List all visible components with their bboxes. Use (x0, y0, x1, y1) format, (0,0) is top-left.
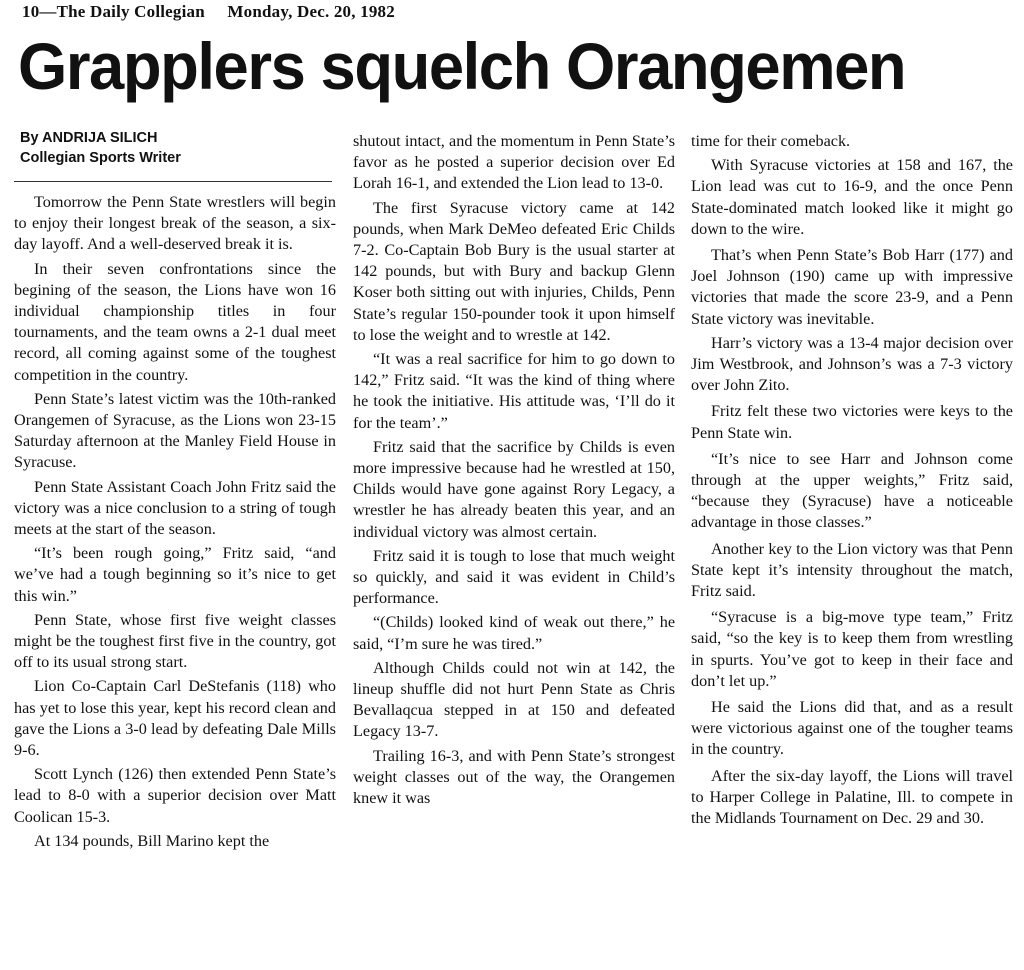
paragraph: That’s when Penn State’s Bob Harr (177) and Joel Johnson (190) came up with impressive victories that made the score 23-9, and a Penn State victory was inevitable. (691, 246, 1013, 328)
article-column-2 (353, 131, 675, 812)
paragraph: “It was a real sacrifice for him to go down to 142,” Fritz said. “It was the kind of thing where he took the initiative. His attitude was, ‘I’ll do it for the team’.” (353, 350, 675, 432)
paragraph: Another key to the Lion victory was that Penn State kept it’s intensity throughout the match, Fritz said. (691, 539, 1013, 601)
page-folio (22, 2, 413, 22)
byline-author: By ANDRIJA SILICH (20, 130, 158, 146)
folio-date: Monday, Dec. 20, 1982 (227, 2, 395, 21)
article-column-1 (14, 128, 336, 855)
folio-page: 10—The Daily Collegian (22, 2, 205, 21)
paragraph: Although Childs could not win at 142, the lineup shuffle did not hurt Penn State as Chris Bevallaqcua stepped in at 150 and defeated Legacy 13-7. (353, 658, 675, 741)
paragraph-continued: shutout intact, and the momentum in Penn State’s favor as he posted a superior decision over Ed Lorah 16-1, and extended the Lion lead to 13-0. (353, 132, 675, 193)
paragraph: He said the Lions did that, and as a result were victorious against one of the tougher teams in the country. (691, 698, 1013, 759)
paragraph: Penn State’s latest victim was the 10th-ranked Orangemen of Syracuse, as the Lions won 23-15 Saturday afternoon at the Manley Field House in Syracuse. (14, 389, 336, 472)
paragraph: Fritz felt these two victories were keys to the Penn State win. (691, 402, 1013, 442)
byline-title: Collegian Sports Writer (20, 150, 181, 166)
paragraph: With Syracuse victories at 158 and 167, the Lion lead was cut to 16-9, and the once Penn State-dominated match looked like it might go down to the wire. (691, 156, 1013, 238)
paragraph: Harr’s victory was a 13-4 major decision over Jim Westbrook, and Johnson’s was a 7-3 victory over John Zito. (691, 333, 1013, 395)
paragraph: “It’s been rough going,” Fritz said, “and we’ve had a tough beginning so it’s nice to get this win.” (14, 544, 336, 605)
paragraph: At 134 pounds, Bill Marino kept the (34, 831, 270, 850)
article-column-3 (691, 131, 1013, 832)
paragraph: The first Syracuse victory came at 142 pounds, when Mark DeMeo defeated Eric Childs 7-2. Co-Captain Bob Bury is the usual starter at 142 pounds, but with Bury and backup Glenn Koser both sitting out with injuries, Childs, Penn State’s regular 150-pounder took it upon himself to lose the weight and to wrestle at 142. (353, 198, 675, 344)
paragraph: Lion Co-Captain Carl DeStefanis (118) who has yet to lose this year, kept his record clean and gave the Lions a 3-0 lead by defeating Dale Mills 9-6. (14, 677, 336, 760)
paragraph: In their seven confrontations since the begining of the season, the Lions have won 16 individual championship titles in four tournaments, and the team owns a 2-1 dual meet record, all coming against some of the toughest competition in the country. (14, 259, 336, 384)
paragraph: Trailing 16-3, and with Penn State’s strongest weight classes out of the way, the Orangemen knew it was (353, 746, 675, 808)
paragraph: Fritz said that the sacrifice by Childs is even more impressive because had he wrestled at 150, Childs would have gone against Rory Legacy, a wrestler he has already beaten this year, and an individual victory was almost certain. (353, 437, 675, 541)
paragraph: Fritz said it is tough to lose that much weight so quickly, and said it was evident in Child’s performance. (353, 546, 675, 608)
byline-divider (14, 181, 332, 182)
paragraph: Tomorrow the Penn State wrestlers will begin to enjoy their longest break of the season, a six-day layoff. And a well-deserved break it is. (14, 193, 336, 254)
paragraph: Penn State, whose first five weight classes might be the toughest first five in the country, got off to its usual strong start. (14, 610, 336, 672)
paragraph: After the six-day layoff, the Lions will travel to Harper College in Palatine, Ill. to compete in the Midlands Tournament on Dec. 29 and 30. (691, 766, 1013, 828)
paragraph: “(Childs) looked kind of weak out there,” he said, “I’m sure he was tired.” (353, 613, 675, 653)
paragraph: “Syracuse is a big-move type team,” Fritz said, “so the key is to keep them from wrestling in spurts. You’ve got to keep in their face and don’t let up.” (691, 608, 1013, 690)
paragraph-continued: time for their comeback. (691, 132, 851, 150)
headline: Grapplers squelch Orangemen (18, 29, 906, 103)
paragraph: “It’s nice to see Harr and Johnson come through at the upper weights,” Fritz said, “because they (Syracuse) have a noticeable advantage in those classes.” (691, 449, 1013, 532)
paragraph: Penn State Assistant Coach John Fritz said the victory was a nice conclusion to a string of tough meets at the start of the season. (14, 477, 336, 539)
paragraph: Scott Lynch (126) then extended Penn State’s lead to 8-0 with a superior decision over Matt Coolican 15-3. (14, 765, 336, 826)
